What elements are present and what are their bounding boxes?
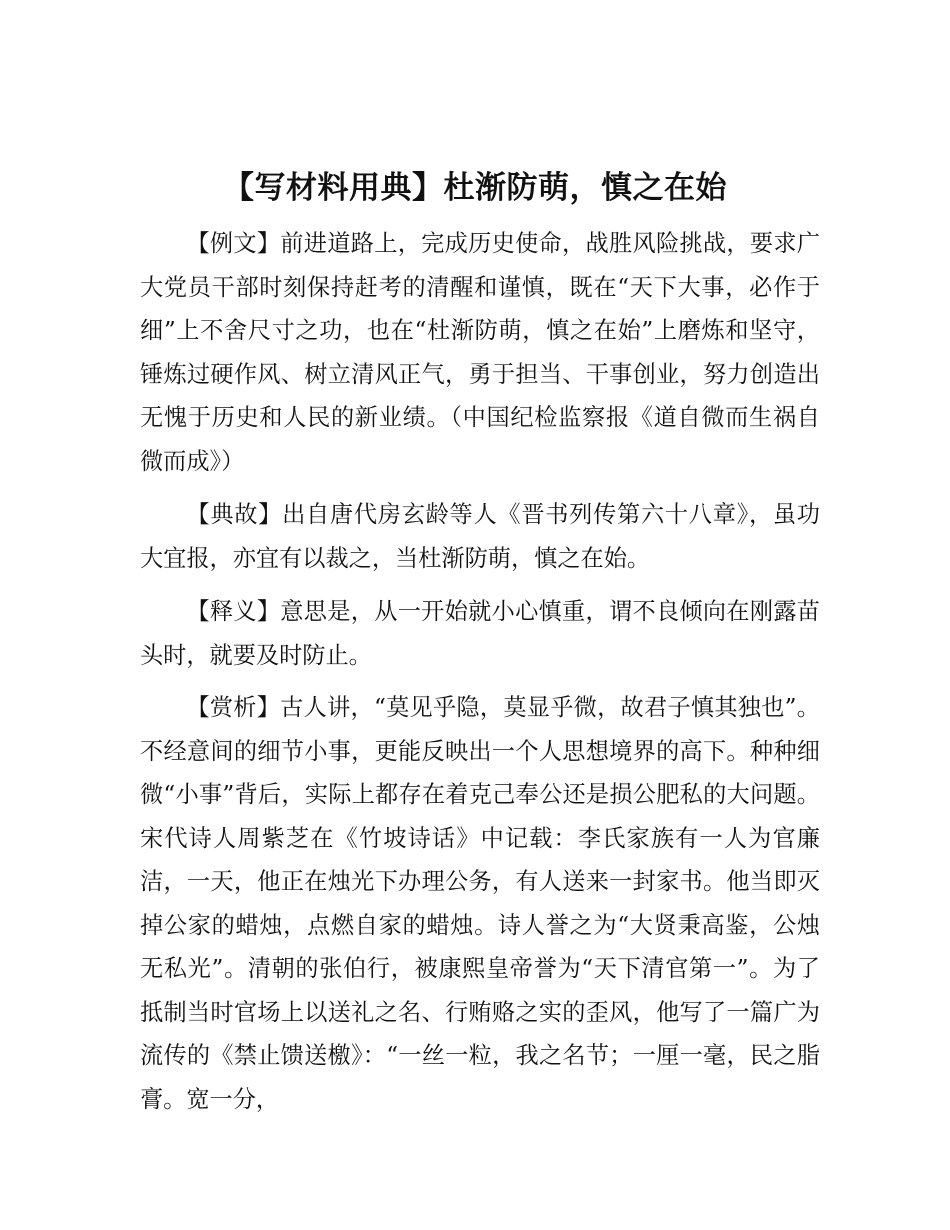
- example-paragraph: 【例文】前进道路上，完成历史使命，战胜风险挑战，要求广大党员干部时刻保持赶考的清醒和谨慎，既在“天下大事，必作于细”上不舍尺寸之功，也在“杜渐防萌，慎之在始”上磨炼和坚守，锤炼过硬作风、树立清风正气，勇于担当、干事创业，努力创造出无愧于历史和人民的新业绩。（中国纪检监察报《道自微而生祸自微而成》）: [140, 230, 820, 475]
- allusion-paragraph: 【典故】出自唐代房玄龄等人《晋书列传第六十八章》，虽功大宜报，亦宜有以裁之，当杜渐防萌，慎之在始。: [140, 501, 820, 572]
- meaning-paragraph: 【释义】意思是，从一开始就小心慎重，谓不良倾向在刚露苗头时，就要及时防止。: [140, 598, 820, 669]
- page-title: 【写材料用典】杜渐防萌，慎之在始: [223, 170, 727, 206]
- appreciation-paragraph: 【赏析】古人讲，“莫见乎隐，莫显乎微，故君子慎其独也”。不经意间的细节小事，更能反映出一个人思想境界的高下。种种细微“小事”背后，实际上都存在着克己奉公还是损公肥私的大问题。宋代诗人周紫芝在《竹坡诗话》中记载：李氏家族有一人为官廉洁，一天，他正在烛光下办理公务，有人送来一封家书。他当即灭掉公家的蜡烛，点燃自家的蜡烛。诗人誉之为“大贤秉高鉴，公烛无私光”。清朝的张伯行，被康熙皇帝誉为“天下清官第一”。为了抵制当时官场上以送礼之名、行贿赂之实的歪风，他写了一篇广为流传的《禁止馈送檄》：“一丝一粒，我之名节；一厘一毫，民之脂膏。宽一分，: [140, 694, 820, 1113]
